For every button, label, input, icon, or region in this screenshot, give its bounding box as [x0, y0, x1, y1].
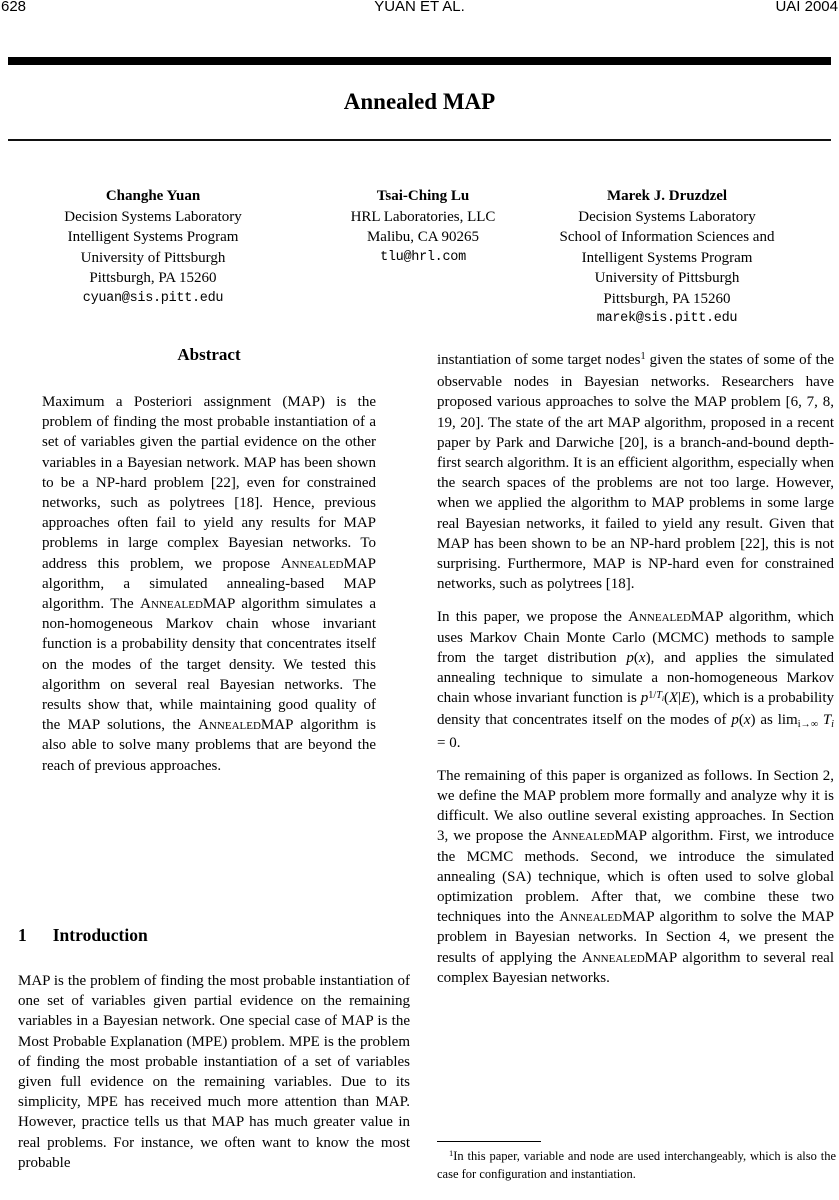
- introduction-body: [18, 971, 410, 1173]
- header-rule-thick: [8, 57, 831, 65]
- paragraph: [437, 350, 834, 594]
- author-block: [518, 186, 816, 330]
- author-email: tlu@hrl.com: [380, 249, 466, 265]
- paragraph: [437, 607, 834, 752]
- text-run: (: [664, 690, 669, 707]
- math-text: p: [731, 712, 739, 729]
- section-title: Introduction: [52, 925, 148, 945]
- author-affiliation-line: Intelligent Systems Program: [581, 249, 753, 266]
- text-run: The remaining of this paper is organized as follows. In Section 2, we define the MAP problem more formally and analyze why it is difficult. We also outline several existing approaches. In Section 3, we propose the: [437, 767, 834, 845]
- footnote-text: [437, 1148, 836, 1184]
- title-rule: [8, 139, 831, 141]
- author-affiliation-line: Decision Systems Laboratory: [578, 208, 756, 225]
- author-affiliation-line: Intelligent Systems Program: [67, 229, 239, 245]
- text-run: ) as lim: [750, 712, 798, 729]
- text-run: (: [633, 649, 639, 666]
- column-left-introduction: [18, 925, 410, 1173]
- math-text: x: [638, 649, 646, 666]
- smallcaps-text: Annealed: [551, 828, 615, 845]
- paragraph: [18, 971, 410, 1173]
- running-head-title: YUAN ET AL.: [374, 0, 465, 15]
- text-run: (: [738, 712, 744, 729]
- math-text: i: [661, 693, 664, 703]
- abstract-heading: Abstract: [177, 345, 241, 364]
- text-run: instantiation of some target nodes: [437, 352, 641, 368]
- text-run: MAP algorithm, which uses Markov Chain Monte Carlo (MCMC) methods to sample from the target distribution: [437, 609, 834, 666]
- text-run: given the states of some of the observable nodes in Bayesian networks. Researchers have proposed various approaches to solve the MAP problem [6, 7, 8, 19, 20]. The state of the art MAP algorithm, proposed in a recent paper by Park and Darwiche [20], is a branch-and-bound depth-first search algorithm. It is an efficient algorithm, especially when the search spaces of the problems are not too large. However, when we applied the algorithm to MAP problems in some large real Bayesian networks, it failed to yield any result. Given that MAP has been shown to be an NP-hard problem [22], this is not surprising. Furthermore, MAP is NP-hard even for constrained networks, such as polytrees [18].: [437, 352, 834, 593]
- author-block: [299, 186, 547, 268]
- math-text: i→∞: [797, 719, 818, 731]
- text-run: MAP algorithm to solve the MAP problem in Bayesian networks. In Section 4, we present the results of applying the: [437, 909, 834, 966]
- math-text: i: [831, 719, 834, 731]
- text-run: ), and applies the simulated annealing technique to simulate a non-homogeneous Markov chain whose invariant function is: [437, 649, 834, 707]
- text-run: MAP algorithm is also able to solve many problems that are beyond the reach of previous approaches.: [42, 717, 376, 774]
- math-text: E: [681, 690, 691, 707]
- author-name: Tsai-Ching Lu: [376, 188, 470, 204]
- author-block: [24, 186, 282, 309]
- text-run: MAP algorithm to several real complex Bayesian networks.: [437, 949, 834, 986]
- smallcaps-text: Annealed: [198, 717, 261, 734]
- author-affiliation-line: Decision Systems Laboratory: [64, 208, 242, 225]
- math-text: T: [822, 712, 832, 729]
- smallcaps-text: Annealed: [559, 909, 623, 926]
- column-left-abstract: [18, 345, 410, 776]
- abstract: [42, 345, 376, 776]
- footnote: [437, 1141, 836, 1184]
- text-run: |: [678, 690, 682, 707]
- text-run: = 0.: [437, 734, 461, 751]
- math-text: 1/: [648, 689, 657, 701]
- math-text: 1: [640, 351, 646, 363]
- section-heading: [18, 925, 410, 946]
- math-text: p: [626, 649, 634, 666]
- math-text: T: [656, 689, 662, 701]
- text-run: In this paper, variable and node are used interchangeably, which is also the case for configuration and instantiation.: [437, 1149, 836, 1182]
- author-row: [0, 186, 839, 351]
- text-run: Maximum a Posteriori assignment (MAP) is the problem of finding the most probable instantiation of a set of variables given the partial evidence on the other variables in a Bayesian network. MAP has been shown to be a NP-hard problem [22], even for constrained networks, such as polytrees [18]. Hence, previous approaches often fail to yield any results for MAP problems in large complex Bayesian networks. To address this problem, we propose: [42, 394, 376, 572]
- text-run: In this paper, we propose the: [437, 609, 629, 626]
- abstract-body: [42, 392, 376, 776]
- running-header: [0, 0, 839, 16]
- text-run: MAP algorithm. First, we introduce the MCMC methods. Second, we introduce the simulated annealing (SA) technique, which is often used to solve global optimization problem. After that, we combine these two techniques into the: [437, 828, 834, 926]
- author-affiliation-line: Pittsburgh, PA 15260: [89, 270, 217, 286]
- smallcaps-text: Annealed: [581, 949, 645, 966]
- author-name: Changhe Yuan: [105, 188, 201, 204]
- author-affiliation-line: Malibu, CA 90265: [366, 229, 480, 245]
- math-text: x: [743, 712, 751, 729]
- author-email: marek@sis.pitt.edu: [596, 311, 738, 326]
- author-affiliation-line: School of Information Sciences and: [559, 229, 775, 245]
- author-affiliation-line: University of Pittsburgh: [594, 270, 740, 286]
- author-name: Marek J. Druzdzel: [606, 188, 728, 204]
- paragraph: [42, 392, 376, 776]
- math-text: 1: [449, 1148, 454, 1159]
- math-text: X: [669, 690, 679, 707]
- footnote-rule: [437, 1141, 541, 1142]
- text-run: MAP algorithm, a simulated annealing-based MAP algorithm. The: [42, 555, 376, 613]
- text-run: MAP is the problem of finding the most probable instantiation of one set of variables given partial evidence on the remaining variables in a Bayesian network. One special case of MAP is the Most Probable Explanation (MPE) problem. MPE is the problem of finding the most probable instantiation of a set of variables given full evidence on the remaining variables. Due to its simplicity, MPE has received much more attention than MAP. However, practice tells us that MAP has much greater value in real problems. For instance, we often want to know the most probable: [18, 973, 410, 1171]
- section-number: 1: [18, 925, 27, 945]
- paper-title: Annealed MAP: [343, 89, 496, 114]
- author-affiliation-line: Pittsburgh, PA 15260: [603, 290, 731, 307]
- smallcaps-text: Annealed: [280, 555, 344, 572]
- paragraph: [437, 766, 834, 988]
- column-right: [437, 350, 834, 988]
- smallcaps-text: Annealed: [628, 609, 691, 626]
- page-number: 628: [1, 0, 27, 15]
- smallcaps-text: Annealed: [140, 596, 203, 613]
- author-affiliation-line: University of Pittsburgh: [80, 249, 226, 266]
- conference-label: UAI 2004: [775, 0, 838, 15]
- text-run: ), which is a probability density that concentrates itself on the modes of: [437, 690, 834, 729]
- author-affiliation-line: HRL Laboratories, LLC: [350, 208, 496, 225]
- math-text: p: [640, 690, 649, 707]
- text-run: MAP algorithm simulates a non-homogeneous Markov chain whose invariant function is a probability density that concentrates itself on the modes of the target density. We tested this algorithm on several real Bayesian networks. The results show that, while maintaining good quality of the MAP solutions, the: [42, 596, 376, 734]
- author-email: cyuan@sis.pitt.edu: [82, 290, 224, 306]
